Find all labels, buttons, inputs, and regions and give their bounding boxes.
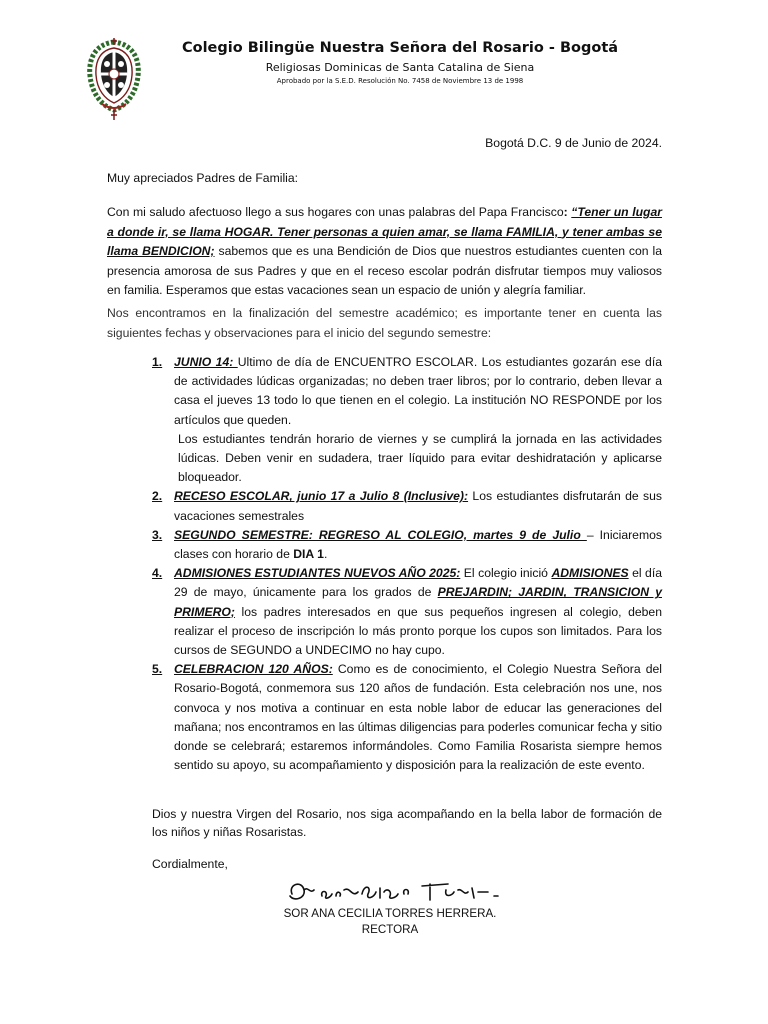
greeting: Muy apreciados Padres de Familia: (107, 171, 299, 185)
handwritten-signature (280, 876, 520, 908)
intro-text-2: sabemos que es una Bendición de Dios que nuestros estudiantes cuenten con la presencia amorosa de sus Padres y que en el receso escolar podrán disfrutar tiempos muy valiosos en familia. Esperamos que estas vacaciones sean un espacio de unión y alegría familiar. (107, 244, 662, 297)
item-text-extra: Los estudiantes tendrán horario de viernes y se cumplirá la jornada en las actividades lúdicas. Deben venir en sudadera, traer líquido para evitar deshidratación y aplicarse bloqueador. (178, 431, 662, 485)
item-text-end: . (323, 547, 328, 562)
intro-colon: : (563, 205, 568, 219)
pope-quote: “Tener un lugar a donde ir, se llama HOGAR. Tener personas a quien amar, se llama FAMILIA, y tener ambas se llama BENDICION; (107, 205, 662, 258)
signer-title: RECTORA (361, 923, 419, 936)
grades-label: PREJARDIN; JARDIN, TRANSICION y PRIMERO; (174, 585, 662, 619)
list-item (152, 660, 662, 775)
approval-note: Aprobado por la S.E.D. Resolución No. 7458 de Noviembre 13 de 1998 (276, 77, 524, 85)
item-heading: ADMISIONES ESTUDIANTES NUEVOS AÑO 2025: (174, 566, 461, 581)
item-number: 1. (152, 355, 163, 369)
item-text-3: los padres interesados en que sus pequeños ingresen al colegio, deben realizar el proceso de inscripción lo más pronto porque los cupos son limitados. Para los cursos de SEGUNDO a UNDECIMO no hay cupo. (174, 604, 662, 658)
list-item (152, 487, 662, 525)
intro-paragraph (107, 203, 662, 301)
valediction: Cordialmente, (152, 857, 228, 871)
school-name: Colegio Bilingüe Nuestra Señora del Rosario - Bogotá (181, 40, 619, 56)
item-heading: SEGUNDO SEMESTRE: REGRESO AL COLEGIO, martes 9 de Julio (174, 527, 587, 542)
item-text: Ultimo de día de ENCUENTRO ESCOLAR. Los estudiantes gozarán ese día de actividades lúdicas organizadas; no deben traer libros; por lo contrario, deben llevar a casa el jueves 13 todo lo que tienen en el colegio. La institución NO RESPONDE por los artículos que queden. (174, 355, 662, 427)
signer-name: SOR ANA CECILIA TORRES HERRERA. (283, 907, 497, 920)
item-text: Como es de conocimiento, el Colegio Nuestra Señora del Rosario-Bogotá, conmemora sus 120 años de fundación. Esta celebración nos une, nos convoca y nos motiva a continuar en esta noble labor de educar las generaciones del mañana; nos encontramos en las últimas diligencias para poderles comunicar fecha y sitio donde se celebrará; estaremos informándoles. Como Familia Rosarista siempre hemos sentido su apoyo, su acompañamiento y disposición para la realización de este evento. (174, 662, 662, 773)
letter-date: Bogotá D.C. 9 de Junio de 2024. (485, 136, 662, 150)
item-number: 3. (152, 527, 163, 542)
admissions-label: ADMISIONES (551, 566, 629, 581)
closing-paragraph: Dios y nuestra Virgen del Rosario, nos siga acompañando en la bella labor de formación de los niños y niñas Rosaristas. (152, 807, 662, 839)
list-item (152, 526, 662, 564)
item-text: Los estudiantes disfrutarán de sus vacaciones semestrales (174, 489, 662, 523)
signer-block (230, 906, 550, 938)
item-heading: RECESO ESCOLAR, junio 17 a Julio 8 (Inclusive): (174, 489, 469, 504)
item-heading: CELEBRACION 120 AÑOS: (174, 662, 333, 677)
item-number: 4. (152, 566, 163, 581)
item-number: 2. (152, 489, 163, 504)
list-item (152, 564, 662, 660)
list-item (152, 353, 662, 487)
item-number: 5. (152, 662, 163, 677)
item-text-2: el día 29 de mayo, únicamente para los grados de (174, 566, 663, 600)
semester-paragraph: Nos encontramos en la finalización del semestre académico; es importante tener en cuenta las siguientes fechas y observaciones para el inicio del segundo semestre: (107, 306, 662, 340)
item-text: El colegio inició (460, 566, 552, 581)
item-text: – Iniciaremos clases con horario de (174, 527, 662, 562)
intro-text: Con mi saludo afectuoso llego a sus hogares con unas palabras del Papa Francisco (107, 205, 564, 219)
dates-list (152, 353, 662, 775)
school-crest-icon (84, 36, 144, 122)
day-label: DIA 1 (293, 547, 324, 562)
item-heading: JUNIO 14: (174, 355, 238, 369)
religious-order: Religiosas Dominicas de Santa Catalina de Siena (265, 61, 535, 74)
